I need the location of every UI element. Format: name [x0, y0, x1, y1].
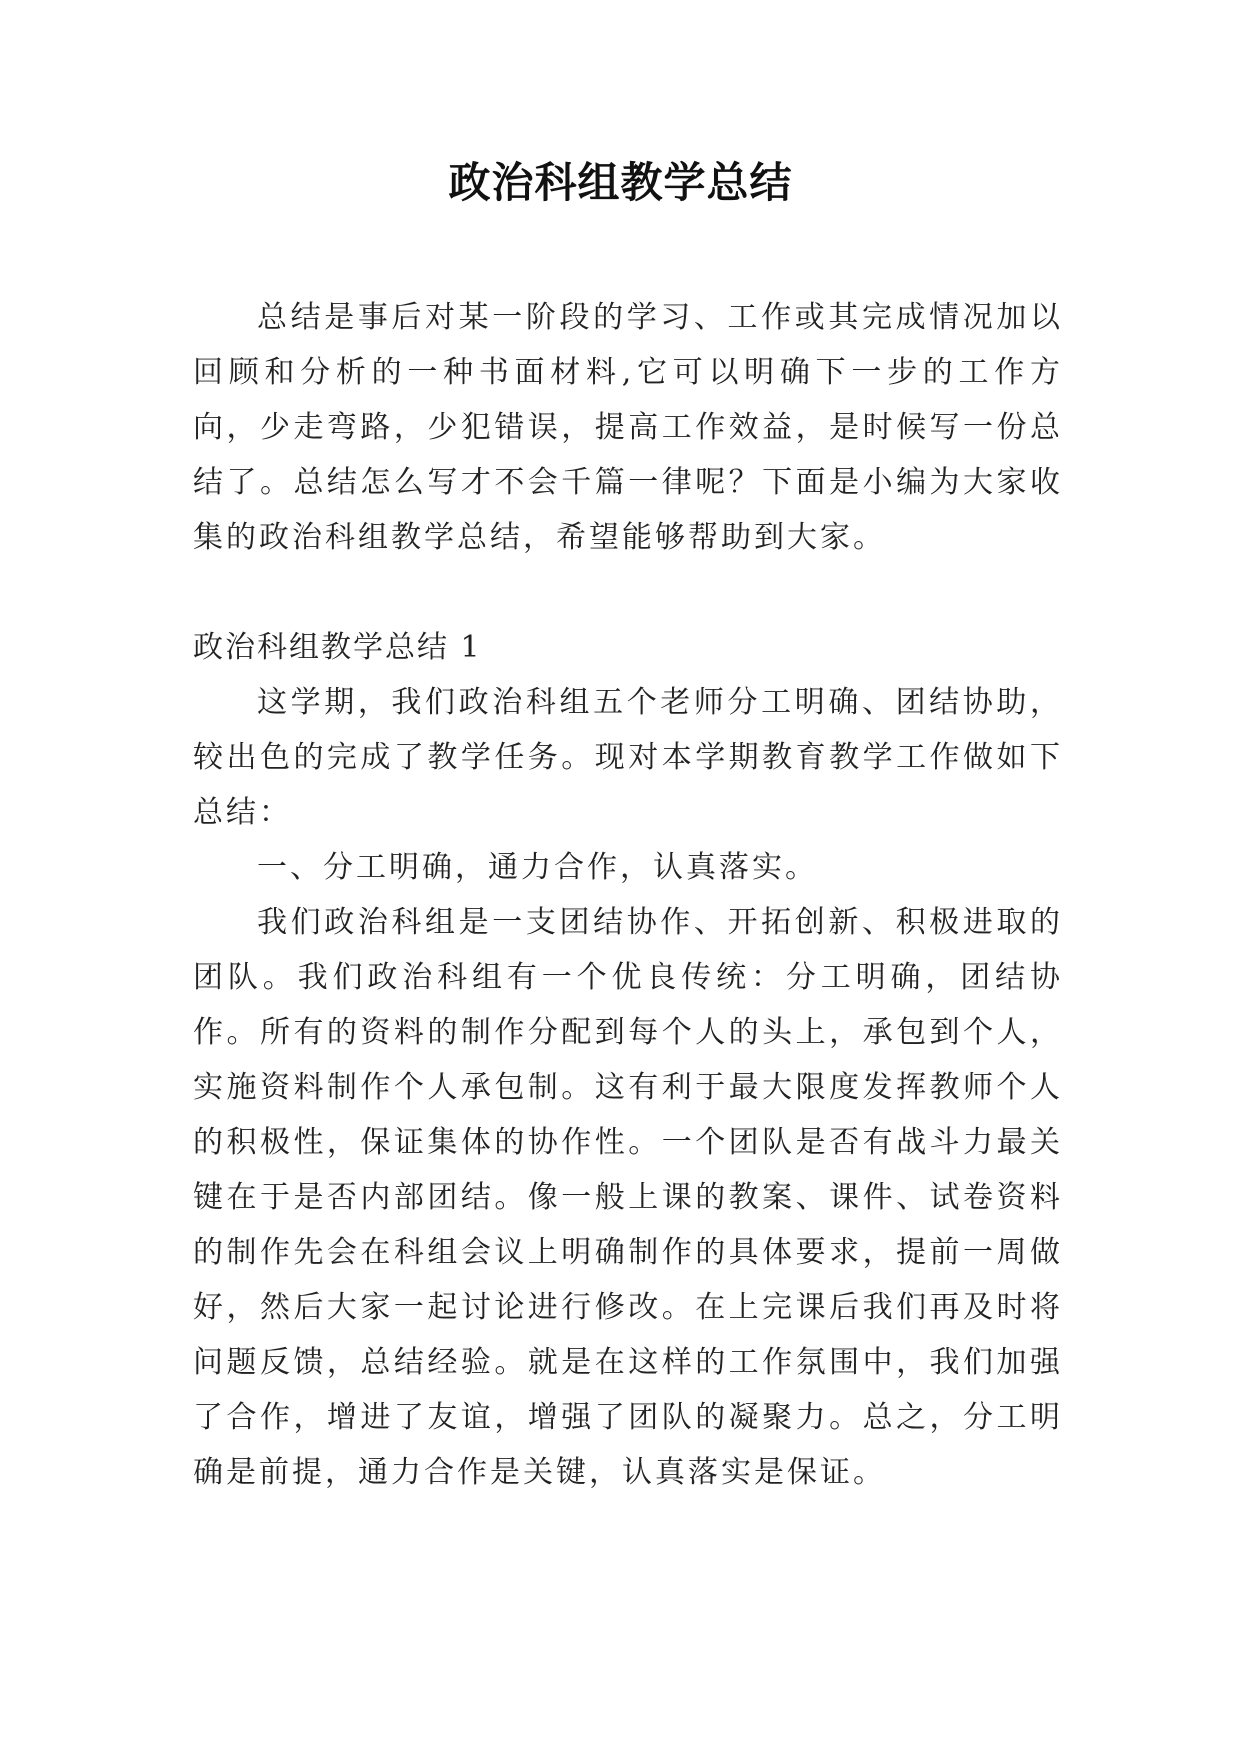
body-paragraph: 这学期，我们政治科组五个老师分工明确、团结协助，较出色的完成了教学任务。现对本学期教育教学工作做如下总结：	[193, 685, 1063, 830]
intro-paragraph: 总结是事后对某一阶段的学习、工作或其完成情况加以回顾和分析的一种书面材料,它可以明确下一步的工作方向，少走弯路，少犯错误，提高工作效益，是时候写一份总结了。总结怎么写才不会千篇一律呢？下面是小编为大家收集的政治科组教学总结，希望能够帮助到大家。	[193, 300, 1063, 555]
point-heading: 一、分工明确，通力合作，认真落实。	[257, 850, 818, 885]
body-paragraph: 我们政治科组是一支团结协作、开拓创新、积极进取的团队。我们政治科组有一个优良传统：分工明确，团结协作。所有的资料的制作分配到每个人的头上，承包到个人，实施资料制作个人承包制。这有利于最大限度发挥教师个人的积极性，保证集体的协作性。一个团队是否有战斗力最关键在于是否内部团结。像一般上课的教案、课件、试卷资料的制作先会在科组会议上明确制作的具体要求，提前一周做好，然后大家一起讨论进行修改。在上完课后我们再及时将问题反馈，总结经验。就是在这样的工作氛围中，我们加强了合作，增进了友谊，增强了团队的凝聚力。总之，分工明确是前提，通力合作是关键，认真落实是保证。	[193, 905, 1063, 1490]
document-title: 政治科组教学总结	[448, 158, 793, 207]
document-body	[193, 290, 1063, 1500]
section-heading: 政治科组教学总结 1	[193, 630, 482, 665]
paragraph-spacer	[193, 565, 1063, 620]
